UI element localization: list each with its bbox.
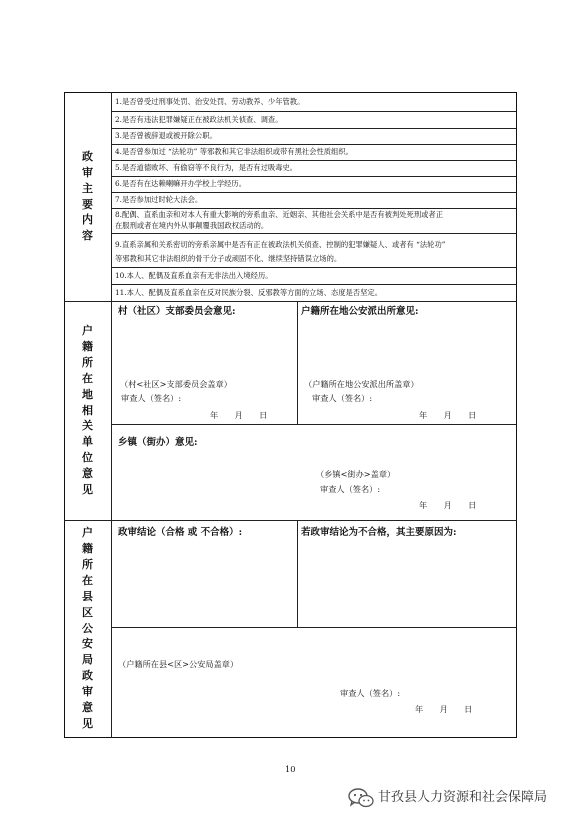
- township-seal: （乡镇<街办>盖章）: [316, 469, 396, 479]
- label-char: 地: [82, 387, 93, 401]
- police-station-opinion-title: 户籍所在地公安派出所意见:: [301, 306, 419, 317]
- review-item: 5.是否道德败坏、有偷窃等不良行为，是否有过吸毒史。: [115, 163, 298, 172]
- label-char: 户: [82, 323, 93, 337]
- item-divider: [111, 111, 516, 112]
- item-divider: [111, 160, 516, 161]
- section2-split: [297, 301, 298, 424]
- section3-label: [64, 520, 111, 737]
- village-opinion-title: 村（社区）支部委员会意见:: [118, 306, 236, 317]
- label-char: 在: [82, 573, 93, 587]
- police-station-signer: 审查人（签名）:: [312, 393, 373, 403]
- label-char: 籍: [82, 339, 93, 353]
- review-item: 11.本人、配偶及直系血亲在反对民族分裂、反邪教等方面的立场、态度是否坚定。: [115, 288, 382, 297]
- review-item: 等邪教和其它非法组织的骨干分子或顽固不化、继续坚持错误立场的。: [115, 254, 342, 263]
- item-divider: [111, 284, 516, 285]
- conclusion-title: 政审结论（合格 或 不合格）:: [118, 527, 243, 538]
- label-char: 内: [82, 213, 93, 227]
- township-opinion-title: 乡镇（街办）意见:: [118, 437, 198, 448]
- label-char: 所: [82, 557, 93, 571]
- item-divider: [111, 192, 516, 193]
- police-station-seal: （户籍所在地公安派出所盖章）: [304, 379, 419, 389]
- label-char: 位: [82, 451, 93, 465]
- label-char: 相: [82, 403, 93, 417]
- label-column-divider: [111, 92, 112, 738]
- label-char: 见: [82, 717, 93, 731]
- section3-split: [297, 520, 298, 627]
- label-char: 关: [82, 419, 93, 433]
- review-item: 6.是否有在达赖喇嘛开办学校上学经历。: [115, 179, 247, 188]
- label-char: 户: [82, 525, 93, 539]
- subsection-divider: [111, 627, 516, 628]
- review-item: 8.配偶、直系血亲和对本人有重大影响的旁系血亲、近姻亲、其他社会关系中是否有被判处死刑或者正: [115, 210, 444, 219]
- section1-label: [64, 92, 111, 301]
- reason-title: 若政审结论为不合格，其主要原因为:: [301, 527, 457, 538]
- county-police-signer: 审查人（签名）:: [340, 688, 401, 698]
- subsection-divider: [111, 424, 516, 425]
- item-divider: [111, 144, 516, 145]
- review-item: 3.是否曾被辞退或被开除公职。: [115, 131, 217, 140]
- township-signer: 审查人（签名）:: [320, 484, 381, 494]
- label-char: 公: [82, 621, 93, 635]
- section-divider: [64, 520, 517, 521]
- label-char: 审: [82, 165, 93, 179]
- label-char: 政: [82, 149, 93, 163]
- table-border-right: [516, 92, 517, 738]
- police-station-date: 年 月 日: [419, 410, 477, 420]
- review-item: 7.是否参加过时轮大法会。: [115, 195, 203, 204]
- page-number: 10: [285, 764, 296, 774]
- review-item: 在服刑或者在境内外从事颠覆我国政权活动的。: [115, 221, 269, 230]
- village-seal: （村<社区>支部委员会盖章）: [120, 379, 232, 389]
- county-police-date: 年 月 日: [415, 704, 473, 714]
- county-police-seal: （户籍所在县<区>公安局盖章）: [118, 659, 239, 669]
- review-item: 9.直系亲属和关系密切的旁系亲属中是否有正在被政法机关侦查、控制的犯罪嫌疑人、或者有 “法轮功”: [115, 240, 446, 249]
- label-char: 见: [82, 483, 93, 497]
- label-char: 所: [82, 355, 93, 369]
- review-item: 10.本人、配偶及直系血亲有无非法出入境经历。: [115, 271, 273, 280]
- item-divider: [111, 208, 516, 209]
- label-char: 意: [82, 467, 93, 481]
- township-date: 年 月 日: [419, 500, 477, 510]
- section-divider: [64, 301, 517, 302]
- table-border-bottom: [64, 737, 517, 738]
- label-char: 主: [82, 181, 93, 195]
- review-item: 2.是否有违法犯罪嫌疑正在被政法机关侦查、调查。: [115, 115, 283, 124]
- label-char: 区: [82, 605, 93, 619]
- label-char: 局: [82, 653, 93, 667]
- item-divider: [111, 128, 516, 129]
- label-char: 审: [82, 685, 93, 699]
- label-char: 要: [82, 197, 93, 211]
- review-item: 4.是否曾参加过 “法轮功” 等邪教和其它非法组织或带有黑社会性质组织。: [115, 147, 353, 156]
- label-char: 意: [82, 701, 93, 715]
- label-char: 政: [82, 669, 93, 683]
- item-divider: [111, 233, 516, 234]
- label-char: 在: [82, 371, 93, 385]
- label-char: 单: [82, 435, 93, 449]
- item-divider: [111, 267, 516, 268]
- review-item: 1.是否曾受过刑事处罚、治安处罚、劳动教养、少年管教。: [115, 97, 305, 106]
- label-char: 籍: [82, 541, 93, 555]
- label-char: 容: [82, 229, 93, 243]
- item-divider: [111, 176, 516, 177]
- village-date: 年 月 日: [210, 410, 268, 420]
- label-char: 安: [82, 637, 93, 651]
- wechat-icon: [347, 787, 375, 809]
- section2-label: [64, 301, 111, 520]
- footer-brand: 甘孜县人力资源和社会保障局: [378, 790, 548, 805]
- village-signer: 审查人（签名）:: [121, 393, 182, 403]
- table-border-top: [64, 92, 517, 93]
- label-char: 县: [82, 589, 93, 603]
